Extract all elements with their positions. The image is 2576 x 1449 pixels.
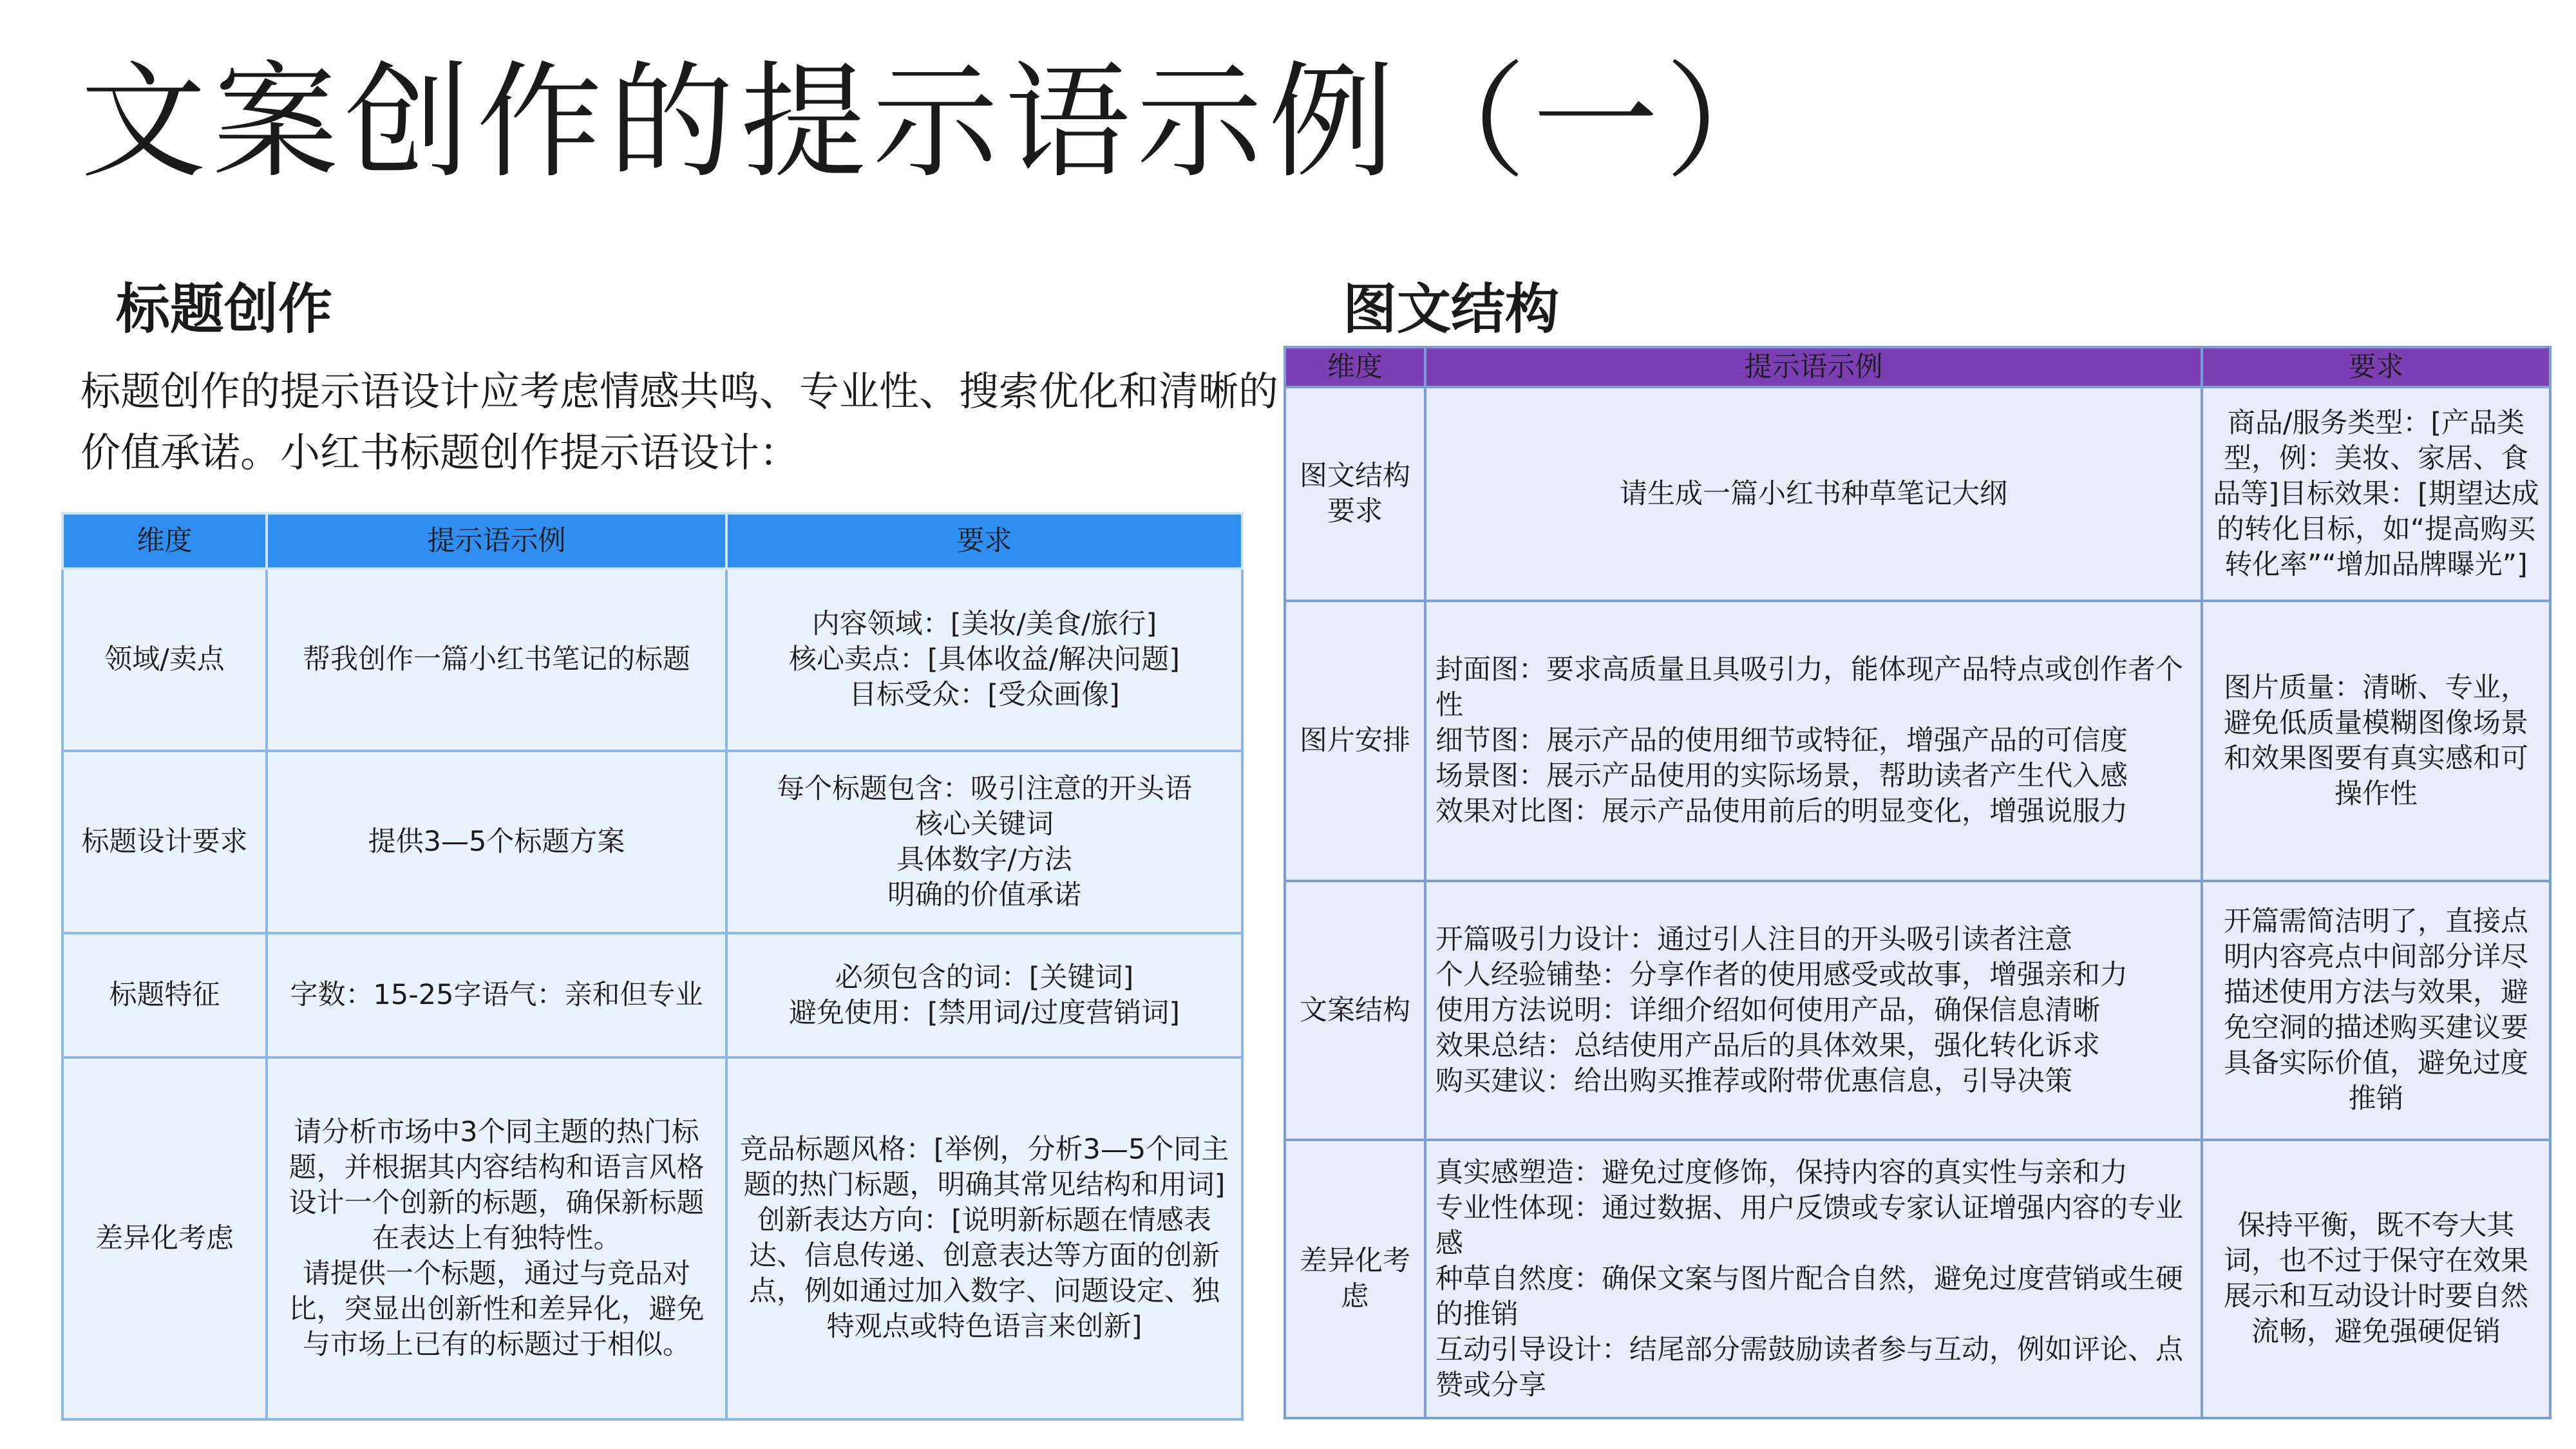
example-line: 帮我创作一篇小红书笔记的标题 (303, 643, 690, 676)
requirement-cell (2202, 387, 2550, 601)
requirement-cell (726, 1057, 1242, 1419)
requirement-line: 商品/服务类型：[产品类型，例：美妆、家居、食品等]目标效果：[期望达成的转化目标，如“提高购买转化率”“增加品牌曝光”] (2213, 406, 2539, 581)
dimension-cell: 差异化考虑 (1285, 1140, 1425, 1418)
table-row (1285, 601, 2550, 881)
example-line: 互动引导设计：结尾部分需鼓励读者参与互动，例如评论、点赞或分享 (1435, 1333, 2183, 1401)
example-line: 效果总结：总结使用产品后的具体效果，强化转化诉求 (1435, 1029, 2100, 1062)
image-text-structure-table (1283, 346, 2552, 1419)
requirement-line: 必须包含的词：[关键词] (835, 961, 1134, 994)
example-cell (1425, 387, 2202, 601)
example-line: 购买建议：给出购买推荐或附带优惠信息，引导决策 (1435, 1065, 2072, 1097)
example-line: 专业性体现：通过数据、用户反馈或专家认证增强内容的专业感 (1435, 1191, 2183, 1260)
example-line: 个人经验铺垫：分享作者的使用感受或故事，增强亲和力 (1435, 958, 2128, 991)
example-line: 请生成一篇小红书种草笔记大纲 (1620, 477, 2007, 510)
example-line: 种草自然度：确保文案与图片配合自然，避免过度营销或生硬的推销 (1435, 1262, 2183, 1331)
table-row (1285, 1140, 2550, 1418)
table-header-row (62, 513, 1242, 569)
column-header-requirement: 要求 (2202, 347, 2550, 387)
dimension-cell: 领域/卖点 (62, 569, 267, 751)
column-header-requirement: 要求 (726, 513, 1242, 569)
dimension-cell: 标题设计要求 (62, 751, 267, 933)
example-line: 开篇吸引力设计：通过引人注目的开头吸引读者注意 (1435, 923, 2072, 956)
title-creation-intro: 标题创作的提示语设计应考虑情感共鸣、专业性、搜索优化和清晰的价值承诺。小红书标题创作提示语设计： (80, 368, 1279, 476)
example-line: 请提供一个标题，通过与竞品对比，突显出创新性和差异化，避免与市场上已有的标题过于相似。 (289, 1257, 705, 1361)
table-header-row (1285, 347, 2550, 387)
example-line: 封面图：要求高质量且具吸引力，能体现产品特点或创作者个性 (1435, 654, 2183, 721)
requirement-line: 具体数字/方法 (896, 843, 1072, 876)
example-line: 请分析市场中3个同主题的热门标题，并根据其内容结构和语言风格设计一个创新的标题，确保新标题在表达上有独特性。 (289, 1115, 705, 1255)
example-cell (1425, 601, 2202, 881)
image-text-structure-heading: 图文结构 (1343, 278, 1560, 341)
requirement-line: 保持平衡，既不夸大其词，也不过于保守在效果展示和互动设计时要自然流畅，避免强硬促销 (2224, 1209, 2528, 1348)
requirement-line: 竞品标题风格：[举例，分析3—5个同主题的热门标题，明确其常见结构和用词] (739, 1133, 1229, 1201)
requirement-line: 内容领域：[美妆/美食/旅行] (811, 608, 1157, 640)
requirement-line: 避免使用：[禁用词/过度营销词] (788, 996, 1180, 1029)
dimension-cell: 图片安排 (1285, 601, 1425, 881)
dimension-cell: 图文结构要求 (1285, 387, 1425, 601)
table-row (62, 751, 1242, 933)
example-cell (267, 751, 726, 933)
example-cell (267, 1057, 726, 1419)
example-cell (267, 933, 726, 1057)
requirement-line: 开篇需简洁明了，直接点明内容亮点中间部分详尽描述使用方法与效果，避免空洞的描述购买建议要具备实际价值，避免过度推销 (2224, 905, 2528, 1115)
example-cell (267, 569, 726, 751)
example-cell (1425, 1140, 2202, 1418)
column-header-example: 提示语示例 (1425, 347, 2202, 387)
table-row (1285, 387, 2550, 601)
table-row (1285, 881, 2550, 1140)
title-creation-heading: 标题创作 (116, 278, 333, 341)
example-line: 使用方法说明：详细介绍如何使用产品，确保信息清晰 (1435, 994, 2100, 1027)
requirement-line: 明确的价值承诺 (887, 878, 1081, 911)
requirement-line: 图片质量：清晰、专业，避免低质量模糊图像场景和效果图要有真实感和可操作性 (2224, 671, 2528, 810)
requirement-line: 核心关键词 (915, 808, 1054, 840)
dimension-cell: 标题特征 (62, 933, 267, 1057)
requirement-cell (726, 751, 1242, 933)
example-cell (1425, 881, 2202, 1140)
requirement-line: 每个标题包含：吸引注意的开头语 (777, 772, 1192, 805)
table-row (62, 569, 1242, 751)
column-header-example: 提示语示例 (267, 513, 726, 569)
example-line: 细节图：展示产品的使用细节或特征，增强产品的可信度 (1435, 724, 2128, 757)
requirement-cell (726, 933, 1242, 1057)
requirement-line: 创新表达方向：[说明新标题在情感表达、信息传递、创意表达等方面的创新点，例如通过加入数字、问题设定、独特观点或特色语言来创新] (749, 1204, 1220, 1343)
requirement-cell (726, 569, 1242, 751)
dimension-cell: 差异化考虑 (62, 1057, 267, 1419)
example-line: 场景图：展示产品使用的实际场景，帮助读者产生代入感 (1435, 760, 2128, 792)
column-header-dimension: 维度 (1285, 347, 1425, 387)
column-header-dimension: 维度 (62, 513, 267, 569)
table-row (62, 933, 1242, 1057)
requirement-cell (2202, 1140, 2550, 1418)
example-line: 字数：15-25字语气：亲和但专业 (290, 979, 703, 1011)
table-row (62, 1057, 1242, 1419)
dimension-cell: 文案结构 (1285, 881, 1425, 1140)
example-line: 真实感塑造：避免过度修饰，保持内容的真实性与亲和力 (1435, 1156, 2128, 1189)
requirement-line: 核心卖点：[具体收益/解决问题] (788, 643, 1180, 676)
requirement-cell (2202, 601, 2550, 881)
title-creation-table (61, 512, 1244, 1421)
example-line: 提供3—5个标题方案 (368, 826, 625, 858)
example-line: 效果对比图：展示产品使用前后的明显变化，增强说服力 (1435, 795, 2128, 828)
requirement-line: 目标受众：[受众画像] (849, 679, 1120, 711)
page-title: 文案创作的提示语示例（一） (80, 49, 1797, 195)
requirement-cell (2202, 881, 2550, 1140)
